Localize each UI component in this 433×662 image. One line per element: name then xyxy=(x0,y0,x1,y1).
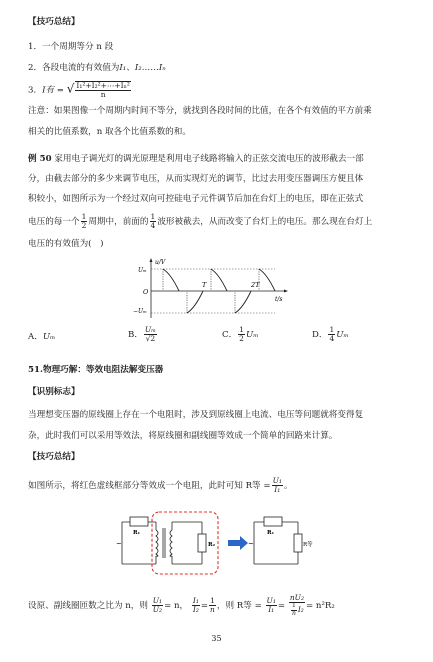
x-axis-unit: t/s xyxy=(275,296,283,303)
t-label: T xyxy=(202,281,207,289)
req-label: R等 xyxy=(303,542,313,548)
resistor-r2 xyxy=(198,534,206,552)
origin-label: O xyxy=(143,288,149,296)
item-3: 3．I有 = √ $\frac{\text{I₁²+I₂²+⋯+Iₙ²}}{n}$ xyxy=(28,81,130,99)
option-a[interactable]: A．Uₘ xyxy=(28,332,56,342)
y-axis-label: u/V xyxy=(155,259,166,266)
primary-coil-icon xyxy=(156,530,158,556)
example-line-2: 分，由截去部分的多少来调节电压，从而实现灯光的调节，比过去用变压器调压方便且体 xyxy=(28,174,364,184)
ac-source-icon: ~ xyxy=(116,540,122,548)
note-line-2: 相关的比值系数，n 取各个比值系数的和。 xyxy=(28,127,191,137)
ac-source-icon-right: ~ xyxy=(248,540,254,548)
resistor-r1-right xyxy=(264,517,282,526)
example-line-1: 例 50 家用电子调光灯的调光原理是利用电子线路将输入的正弦交流电压的波形截去一部 xyxy=(28,154,364,164)
resistor-req xyxy=(294,534,302,552)
section2-line-2: 杂，此时我们可以采用等效法，将原线圈和副线圈等效成一个简单的回路来计算。 xyxy=(28,431,338,441)
voltage-waveform-graph xyxy=(135,254,295,320)
2t-label: 2T xyxy=(251,281,260,289)
section2-line-3: 如图所示，将红色虚线框部分等效成一个电阻，此时可知 R等 = $\frac{\text{U₁}}{\text{I₁}}$ 。 xyxy=(28,476,293,494)
formula-line: 设原、副线圈匝数之比为 n，则 $\frac{\text{U₁}}{\text{U₂}}$ = n， $\frac{\text{I₁}}{\text{I₂}}$ = $\frac{1}{n}$ ，则 R等 = $\frac{\text{U₁}}{\text{I₁}}$ = nU₂ $\frac{1}{n}$ I₂ = n²R₂ xyxy=(28,593,335,617)
section2-line-1: 当理想变压器的原线圈上存在一个电阻时，涉及到原线圈上电流、电压等问题就将变得复 xyxy=(28,410,364,420)
item-1: 1．一个周期等分 n 段 xyxy=(28,42,114,52)
item-2: 2．各段电流的有效值为I₁、I₂……Iₙ xyxy=(28,63,166,73)
neg-um-label: −Uₘ xyxy=(133,308,147,315)
option-c[interactable]: C． $\frac{1}{2}$ Uₘ xyxy=(222,325,259,343)
option-d[interactable]: D． $\frac{1}{4}$ Uₘ xyxy=(312,325,349,343)
r2-label: R₂ xyxy=(208,542,215,548)
resistor-r1-left xyxy=(130,517,148,526)
note-line-1: 注意：如果图像一个周期内时间不等分，就找到各段时间的比值，在各个有效值的平方前乘 xyxy=(28,106,372,116)
right-arrow-icon xyxy=(228,536,248,550)
example-line-4: 电压的每一个 $\frac{1}{2}$ 周期中，前面的 $\frac{1}{4}$ 波形被截去，从而改变了台灯上的电压。那么现在台灯上 xyxy=(28,212,373,230)
r1-label-right: R₁ xyxy=(267,530,274,536)
page-number: 35 xyxy=(211,634,222,643)
r1-label: R₁ xyxy=(133,530,140,536)
example-line-5: 电压的有效值为( ) xyxy=(28,239,104,249)
heading-identify: 【识别标志】 xyxy=(28,387,80,397)
option-b[interactable]: B． $\frac{\text{Uₘ}}{√2}$ xyxy=(128,325,156,343)
heading-skill-summary-2: 【技巧总结】 xyxy=(28,452,80,462)
example-line-3: 积较小，如图所示为一个经过双向可控硅电子元件调节后加在台灯上的电压，即在正弦式 xyxy=(28,194,364,204)
section-title-51: 51.物理巧解：等效电阻法解变压器 xyxy=(28,365,164,375)
um-label: Uₘ xyxy=(138,267,147,274)
secondary-coil-icon xyxy=(170,530,172,556)
heading-skill-summary: 【技巧总结】 xyxy=(28,17,80,27)
transformer-equivalent-circuit xyxy=(112,508,312,578)
